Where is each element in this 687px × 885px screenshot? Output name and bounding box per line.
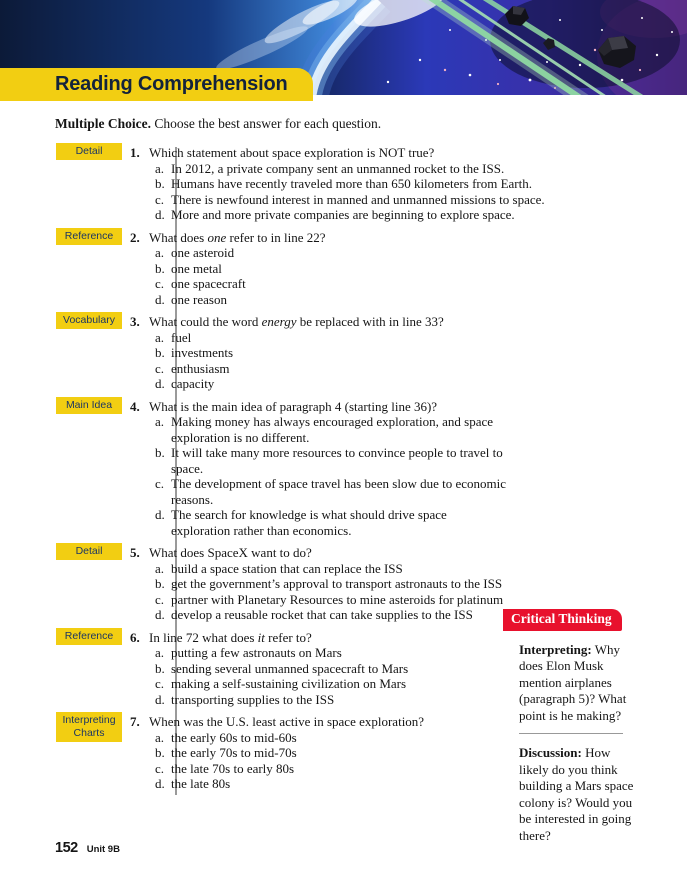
question-text [149,399,437,415]
option-text: transporting supplies to the ISS [171,691,335,707]
question-number: 7. [130,714,140,729]
interpreting-text: Why does Elon Musk mention airplanes (paragraph 5)? What point is he making? [519,641,627,723]
option-text: get the government’s approval to transport astronauts to the ISS [171,576,503,591]
options-list [130,161,575,223]
answer-option [130,376,575,392]
option-letter: d. [155,691,165,707]
option-letter: d. [155,291,165,307]
option-letter: d. [155,376,165,391]
skill-label: Vocabulary [56,312,122,329]
option-text: It will take many more resources to convince people to travel to space. [171,445,503,476]
option-text: the early 70s to mid-70s [171,745,297,760]
question-text [149,145,434,161]
option-letter: b. [155,576,165,591]
options-list [130,245,575,307]
question-block [55,399,575,539]
discussion-text: How likely do you think building a Mars space colony is? Would you be interested in going there? [519,745,634,843]
question-number: 6. [130,629,140,645]
answer-option [130,445,575,476]
option-text: In 2012, a private company sent an unmanned rocket to the ISS. [171,160,505,176]
option-text: making a self-sustaining civilization on Mars [171,676,407,691]
option-letter: b. [155,660,165,676]
option-letter: c. [155,191,165,207]
skill-label: Detail [56,143,122,160]
skill-label: Reference [56,628,122,645]
question-number: 5. [130,545,140,560]
option-text: fuel [171,329,192,345]
skill-label: Reference [56,228,122,245]
question-block [55,145,575,223]
answer-option [130,330,575,346]
question-block [55,630,575,708]
option-text: putting a few astronauts on Mars [171,645,342,660]
option-text: enthusiasm [171,360,230,376]
critical-thinking-box [503,609,645,844]
question-text-italic: energy [261,314,297,329]
question-text [149,714,424,730]
option-text: Humans have recently traveled more than 650 kilometers from Earth. [171,176,532,191]
question-text-pre: What does [149,229,208,245]
section-title: Reading Comprehension [55,73,288,95]
option-letter: a. [155,329,165,345]
question-prompt [130,399,575,415]
question-text-pre: What does SpaceX want to do? [149,545,312,560]
option-letter: b. [155,345,165,360]
answer-option [130,345,575,361]
option-text: the late 70s to early 80s [171,760,295,776]
options-list [130,330,575,392]
option-letter: a. [155,245,165,260]
option-text: one reason [171,291,227,307]
option-letter: c. [155,360,165,376]
answer-option [130,561,575,577]
skill-label: Interpreting Charts [56,712,122,742]
option-letter: a. [155,645,165,660]
option-text: the late 80s [171,776,231,791]
option-text: develop a reusable rocket that can take supplies to the ISS [171,607,473,622]
question-text-pre: In line 72 what does [149,629,258,645]
skill-label: Main Idea [56,397,122,414]
question-number: 3. [130,314,140,329]
answer-option [130,276,575,292]
question-text-italic: one [207,229,227,245]
answer-option [130,592,575,608]
page-number: 152 [55,840,78,856]
question-text-post: refer to? [264,629,312,645]
option-text: partner with Planetary Resources to mine asteroids for platinum [171,591,504,607]
question-prompt [130,230,575,246]
question-block [55,230,575,308]
answer-option [130,161,575,177]
option-letter: b. [155,445,165,460]
option-text: build a space station that can replace the ISS [171,560,403,576]
answer-option [130,414,575,445]
option-letter: d. [155,507,165,522]
question-block [55,714,575,792]
option-letter: a. [155,560,165,576]
question-prompt [130,545,575,561]
option-letter: a. [155,414,165,429]
question-text-pre: Which statement about space exploration is NOT true? [149,145,435,160]
option-letter: b. [155,745,165,760]
page-footer [55,840,120,856]
option-text: capacity [171,376,215,391]
option-text: Making money has always encouraged exploration, and space exploration is no different. [171,414,494,445]
skill-label: Detail [56,543,122,560]
answer-option [130,507,575,538]
question-number: 4. [130,398,140,414]
answer-option [130,292,575,308]
question-text-pre: What could the word [149,314,262,329]
question-number: 1. [130,145,140,160]
answer-option [130,192,575,208]
answer-option [130,245,575,261]
answer-option [130,207,575,223]
section-banner [0,68,313,101]
option-letter: b. [155,260,165,276]
option-letter: b. [155,176,165,191]
unit-label: Unit 9B [86,844,120,855]
answer-option [130,261,575,277]
option-text: The development of space travel has been slow due to economic reasons. [171,476,506,507]
sidebar-divider [519,733,623,734]
interpreting-paragraph [519,642,641,725]
options-list [130,414,575,538]
option-text: one metal [171,260,222,276]
question-prompt [130,145,575,161]
questions-list [55,145,575,792]
questions-section [55,145,575,799]
option-letter: d. [155,607,165,622]
option-text: one spacecraft [171,276,246,291]
option-letter: d. [155,776,165,791]
question-text [149,314,444,330]
question-text-pre: What is the main idea of paragraph 4 (starting line 36)? [149,398,438,414]
option-letter: c. [155,476,165,491]
question-text [149,630,312,646]
option-text: the early 60s to mid-60s [171,729,297,745]
instructions [55,116,381,132]
answer-option [130,176,575,192]
question-text-italic: it [257,629,265,645]
critical-thinking-title: Critical Thinking [503,609,622,631]
option-letter: c. [155,760,165,776]
option-text: investments [171,345,234,360]
option-text: There is newfound interest in manned and unmanned missions to space. [171,191,545,207]
option-letter: a. [155,729,165,745]
question-text-post: refer to in line 22? [226,229,326,245]
option-letter: d. [155,207,165,222]
option-text: More and more private companies are beginning to explore space. [171,207,515,222]
question-text-pre: When was the U.S. least active in space exploration? [149,714,425,729]
answer-option [130,476,575,507]
question-block [55,545,575,623]
question-number: 2. [130,229,140,245]
option-letter: c. [155,276,165,291]
instructions-text: Choose the best answer for each question. [151,116,382,131]
option-letter: c. [155,591,165,607]
instructions-heading: Multiple Choice. [55,116,151,131]
option-letter: a. [155,160,165,176]
option-letter: c. [155,676,165,691]
option-text: one asteroid [171,245,235,260]
answer-option [130,361,575,377]
option-text: The search for knowledge is what should drive space exploration rather than economics. [171,507,447,538]
discussion-paragraph [519,745,641,844]
answer-option [130,576,575,592]
interpreting-label: Interpreting: [519,641,592,657]
discussion-label: Discussion: [519,745,582,760]
question-text-post: be replaced with in line 33? [296,314,444,329]
question-text [149,230,326,246]
question-block [55,314,575,392]
question-prompt [130,314,575,330]
option-text: sending several unmanned spacecraft to Mars [171,660,409,676]
question-text [149,545,312,561]
